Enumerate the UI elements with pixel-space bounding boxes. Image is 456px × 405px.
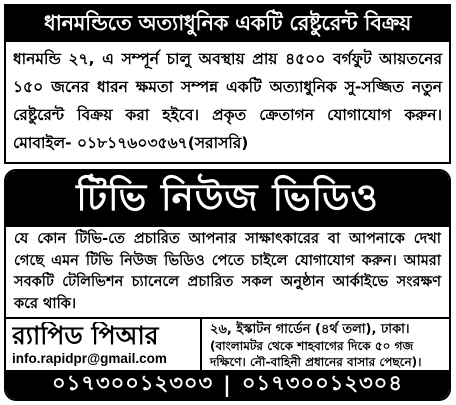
address-line-1: ২৬, ইস্কাটন গার্ডেন (৪র্থ তলা), ঢাকা। (210, 322, 410, 337)
restaurant-ad-headline: ধানমন্ডিতে অত্যাধুনিক একটি রেষ্টুরেন্ট বিক্রয় (6, 6, 449, 42)
phone-number-1: ০১৭৩০০১২৩০৩ (52, 371, 214, 395)
restaurant-ad-body: ধানমন্ডি ২৭, এ সম্পূর্ন চালু অবস্থায় প্রায় ৪৫০০ বর্গফুট আয়তনের ১৫০ জনের ধারন ক্ষমতা সম্পন্ন একটি অত্যাধুনিক সু-সজ্জিত নতুন রেষ্টুরেন্ট বিক্রয় করা হইবে। প্রকৃত ক্রেতাগন যোগাযোগ করুন। মোবাইল- ০১৮১৭৬০৩৫৬৭(সরাসরি) (13, 50, 442, 152)
tv-news-video-ad (4, 169, 451, 401)
phone-number-2: ০১৭৩০০১২৩০৪ (241, 371, 403, 395)
address-line-2: (বাংলামটর থেকে শাহবাগের দিকে ৫০ গজ দক্ষিণে। নৌ-বাহিনী প্রধানের বাসার পেছনে)। (210, 339, 422, 369)
restaurant-sale-ad (4, 4, 451, 164)
tv-ad-headline: টিভি নিউজ ভিডিও (6, 171, 449, 227)
brand-email: info.rapidpr@gmail.com (12, 351, 167, 366)
phone-separator: | (223, 372, 232, 397)
phone-bar (6, 370, 449, 399)
tv-ad-body: যে কোন টিভি-তে প্রচারিত আপনার সাক্ষাৎকারের বা আপনাকে দেখা গেছে এমন টিভি নিউজ ভিডিও পেতে চাইলে যোগাযোগ করুন। আমরা সবকটি টেলিভিশন চ্যানেলে প্রচারিত সকল অনুষ্ঠান আর্কাইভে সংরক্ষণ করে থাকি। (14, 231, 441, 312)
tv-ad-contact-row (6, 317, 449, 370)
brand-name: র‌্যাপিড পিআর (12, 322, 159, 350)
address-block (202, 319, 449, 370)
brand-block (6, 319, 202, 370)
